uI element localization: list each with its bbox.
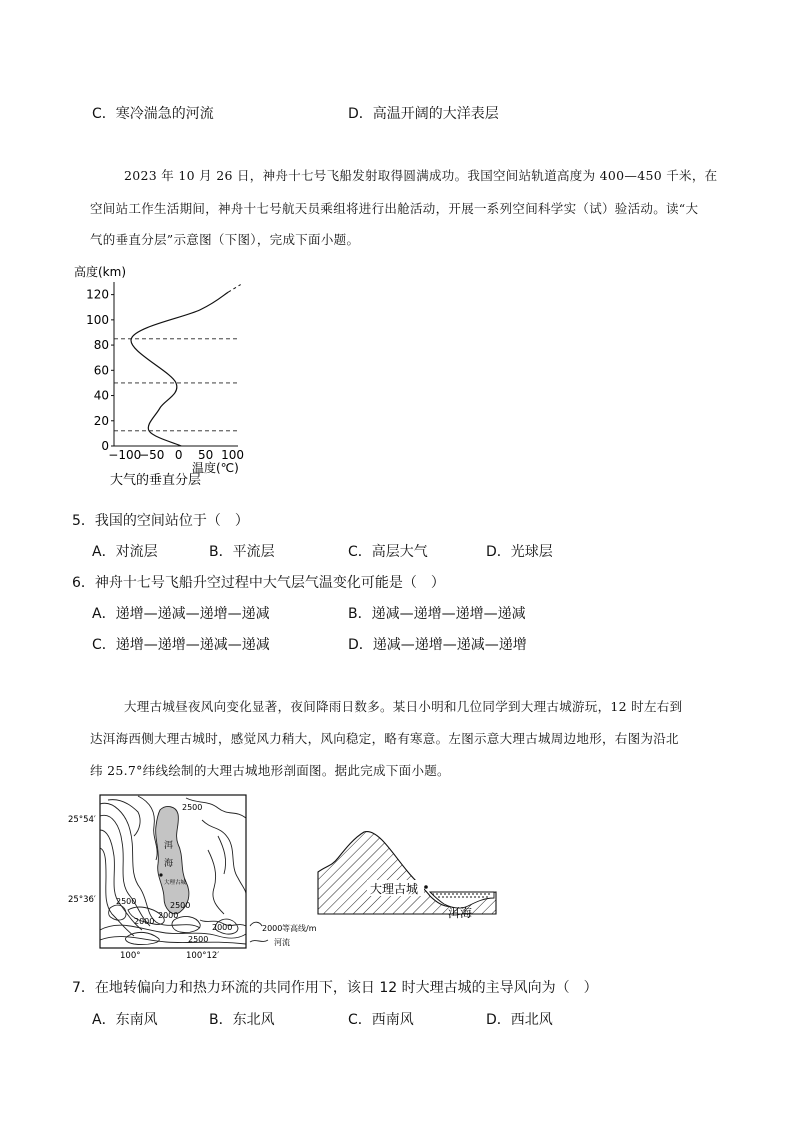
legend-value: 2000: [262, 924, 283, 933]
chart-ylabel: 高度(km): [74, 265, 127, 279]
y-tick-label: 120: [86, 287, 109, 302]
passage1-line2: 空间站工作生活期间，神舟十七号航天员乘组将进行出舱活动，开展一系列空间科学实（试）验活动。读“大: [90, 201, 699, 216]
lon-label-left: 100°: [120, 951, 141, 961]
temperature-curve: [131, 292, 228, 446]
x-tick-label: −100: [108, 448, 142, 462]
q4-option-d: D．高温开阔的大洋表层: [348, 106, 499, 122]
chart-title: 大气的垂直分层: [110, 473, 202, 488]
q6-option-d: D．递减—递增—递减—递增: [348, 637, 527, 653]
q5-option-c: C．高层大气: [348, 544, 428, 560]
q7-stem: 7．在地转偏向力和热力环流的共同作用下，该日 12 时大理古城的主导风向为（ ）: [72, 980, 598, 996]
q5-stem: 5．我国的空间站位于（ ）: [72, 513, 249, 529]
q5-option-b: B．平流层: [209, 544, 275, 560]
q6-option-b: B．递减—递增—递增—递减: [348, 606, 526, 622]
q6-stem: 6．神舟十七号飞船升空过程中大气层气温变化可能是（ ）: [72, 575, 445, 591]
y-tick-label: 60: [93, 363, 109, 378]
y-tick-label: 80: [93, 338, 109, 353]
legend-contour-label: 等高线/m: [282, 924, 317, 933]
lake-char-2: 海: [164, 859, 174, 869]
q4-option-c: C．寒冷湍急的河流: [92, 106, 214, 122]
profile-city-label: 大理古城: [370, 882, 419, 896]
lat-label-top: 25°54′: [68, 815, 96, 825]
y-tick-label: 40: [93, 388, 109, 403]
contour-label: 2500: [182, 803, 203, 812]
chart-xlabel: 温度(℃): [192, 461, 239, 475]
legend-contour-icon: [250, 922, 262, 926]
temperature-curve-extension: [228, 285, 240, 293]
passage1-line3: 气的垂直分层”示意图（下图），完成下面小题。: [90, 232, 360, 247]
x-tick-label: 50: [198, 448, 214, 462]
contour-label: 2500: [188, 935, 209, 944]
passage2-line2: 达洱海西侧大理古城时，感觉风力稍大，风向稳定，略有寒意。左图示意大理古城周边地形，右图为沿北: [90, 731, 679, 746]
legend-river-icon: [250, 940, 268, 942]
dali-topographic-map: [68, 790, 338, 962]
profile-city-dot: [424, 885, 428, 889]
passage1-line1: 2023 年 10 月 26 日，神舟十七号飞船发射取得圆满成功。我国空间站轨道高度为 400—450 千米，在: [124, 168, 718, 183]
x-tick-label: −50: [139, 448, 165, 462]
q6-option-a: A．递增—递减—递增—递减: [92, 606, 270, 622]
x-tick-label: 0: [174, 448, 183, 462]
q5-option-a: A．对流层: [92, 544, 158, 560]
q7-option-d: D．西北风: [486, 1012, 553, 1028]
passage2-line3: 纬 25.7°纬线绘制的大理古城地形剖面图。据此完成下面小题。: [90, 763, 450, 778]
terrain-profile: [312, 826, 508, 920]
y-tick-label: 20: [93, 413, 109, 428]
lon-label-right: 100°12′: [186, 951, 220, 961]
atmosphere-chart: [60, 260, 260, 492]
lat-label-bottom: 25°36′: [68, 895, 96, 905]
legend-river-label: 河流: [274, 938, 290, 947]
y-tick-label: 0: [101, 439, 109, 453]
lake-char-1: 洱: [164, 841, 174, 851]
contour-label: 2500: [170, 901, 191, 910]
q7-option-b: B．东北风: [209, 1012, 275, 1028]
contour-label: 2000: [158, 911, 179, 920]
map-city-label: 大理古城: [164, 880, 187, 886]
passage2-line1: 大理古城昼夜风向变化显著，夜间降雨日数多。某日小明和几位同学到大理古城游玩，12 时左右到: [124, 699, 683, 714]
dali-city-dot: [159, 873, 162, 876]
q7-option-a: A．东南风: [92, 1012, 158, 1028]
q6-option-c: C．递增—递增—递减—递减: [92, 637, 270, 653]
y-tick-label: 100: [86, 312, 109, 327]
contour-label: 2000: [134, 917, 155, 926]
x-tick-label: 100: [221, 448, 245, 462]
contour-label: 2000: [212, 923, 233, 932]
contour-label: 2500: [116, 897, 137, 906]
profile-lake-label: 洱海: [448, 906, 473, 920]
q7-option-c: C．西南风: [348, 1012, 414, 1028]
q5-option-d: D．光球层: [486, 544, 553, 560]
